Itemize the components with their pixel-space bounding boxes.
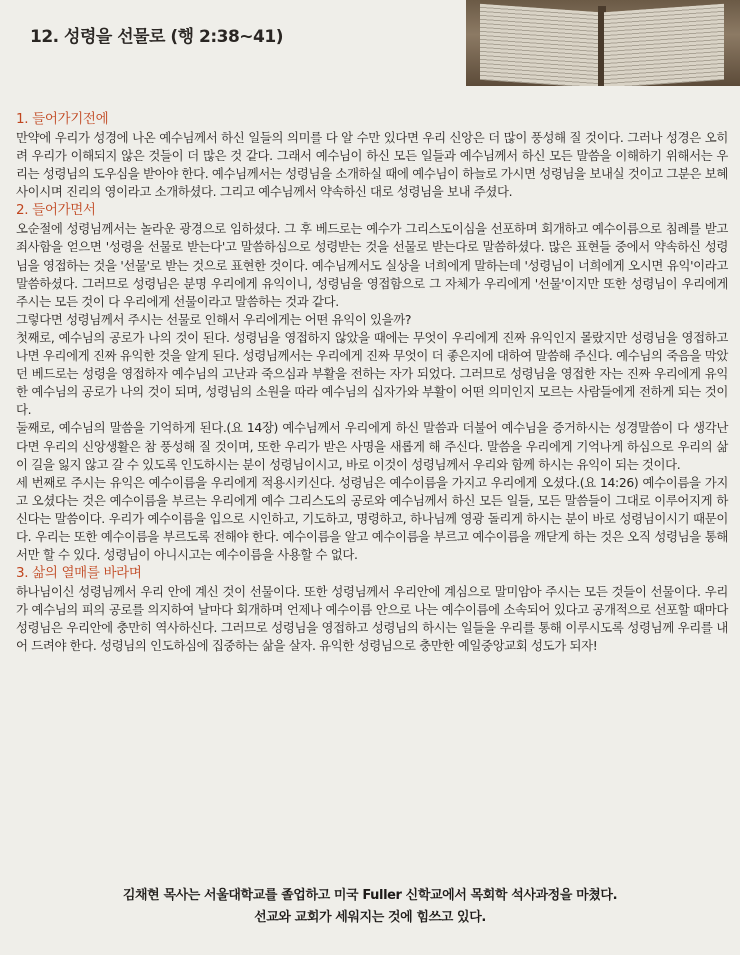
open-bible-photo-icon [466,0,740,86]
author-bio [0,885,740,929]
body-point-third: 세 번째로 주시는 유익은 예수이름을 우리에게 적용시키신다. 성령님은 예수이름을 가지고 우리에게 오셨다.(요 14:26) 예수이름을 가지고 오셨다는 것은 예수이름을 부르는 우리에게 예수 그리스도의 공로와 예수님께서 하신 모든 일들, 모든 말씀들이 그대로 이루어지게 하신다는 말씀이다. 우리가 예수이름을 입으로 시인하고, 기도하고, 명령하고, 하나님께 영광 돌리게 하시는 분이 바로 성령님이시기 때문이다. 우리는 또한 예수이름을 부르도록 전해야 한다. 예수이름을 알고 예수이름을 부르고 예수이름을 깨닫게 하는 것은 오직 성령님을 통해서만 할 수 있다. 성령님이 아니시고는 예수이름을 사용할 수 없다. [16,474,728,563]
section-heading-conclusion: 3. 삶의 열매를 바라며 [16,565,142,582]
body-paragraph: 오순절에 성령님께서는 놀라운 광경으로 임하셨다. 그 후 베드로는 예수가 그리스도이심을 선포하며 회개하고 예수이름으로 침례를 받고 죄사함을 얻으면 '성령을 선물로 받는다'고 말씀하심으로 성령받는 것을 선물로 받는다로 말씀하셨다. 많은 표현들 중에서 약속하신 성령님을 영접하는 것을 '선물'로 받는 것으로 표현한 것이다. 예수님께서도 실상을 너희에게 말하는데 '성령님이 너희에게 오시면 유익'이라고 말씀하셨다. 그러므로 성령님은 분명 우리에게 유익이니, 성령님을 영접함으로 그 자체가 우리에게 '선물'이지만 또한 성령님이 우리에게 주시는 모든 것이 다 우리에게 선물이라고 말씀하는 것과 같다. [16,221,728,309]
author-bio-line-1: 김채현 목사는 서울대학교를 졸업하고 미국 Fuller 신학교에서 목회학 석사과정을 마쳤다. [122,888,618,903]
article-body [16,110,728,656]
body-question: 그렇다면 성령님께서 주시는 선물로 인해서 우리에게는 어떤 유익이 있을까? [16,311,412,327]
section-heading-intro: 1. 들어가기전에 [16,111,109,127]
body-point-second: 둘째로, 예수님의 말씀을 기억하게 된다.(요 14장) 예수님께서 우리에게 하신 말씀과 더불어 예수님을 증거하시는 성경말씀이 다 생각난다면 우리의 신앙생활은 참 풍성해 질 것이며, 또한 우리가 받은 사명을 새롭게 해 주신다. 말씀을 우리에게 기억나게 하심으로 우리의 삶이 길을 잃지 않고 갈 수 있도록 인도하시는 분이 성령님이시고, 바로 이것이 성령님께서 우리와 함께 하시는 유익이 되는 것이다. [16,420,728,472]
section-heading-body: 2. 들어가면서 [16,202,96,219]
page-title: 12. 성령을 선물로 (행 2:38~41) [30,27,283,47]
conclusion-paragraph: 하나님이신 성령님께서 우리 안에 계신 것이 선물이다. 또한 성령님께서 우리안에 계심으로 말미암아 주시는 모든 것들이 선물이다. 우리가 예수님의 피의 공로를 의지하여 날마다 회개하며 언제나 예수이름 안으로 나는 예수이름에 소속되어 있다고 공개적으로 선포할 때마다 성령님은 우리안에 충만히 역사하신다. 그러므로 성령님을 영접하고 성령님의 하시는 일들을 우리를 통해 이루시도록 성령님께 우리를 내어 드려야 한다. 성령님의 인도하심에 집중하는 삶을 살자. 유익한 성령님으로 충만한 예일중앙교회 성도가 되자! [16,584,728,654]
intro-paragraph: 만약에 우리가 성경에 나온 예수님께서 하신 일들의 의미를 다 알 수만 있다면 우리 신앙은 더 많이 풍성해 질 것이다. 그러나 성경은 오히려 우리가 이해되지 않은 것들이 더 많은 것 같다. 그래서 예수님이 하신 모든 일들과 예수님께서 하신 모든 말씀을 이해하기 위해서는 우리는 성령님의 도우심을 받아야 한다. 예수님께서는 성령님을 소개하실 때에 예수님이 하늘로 가시면 성령님을 보내실 것이고 그분은 보혜사이시며 진리의 영이라고 소개하셨다. 그리고 예수님께서 약속하신 대로 성령님을 보내 주셨다. [16,130,728,200]
body-point-first: 첫째로, 예수님의 공로가 나의 것이 된다. 성령님을 영접하지 않았을 때에는 무엇이 우리에게 진짜 유익인지 몰랐지만 성령님을 영접하고 나면 우리에게 진짜 유익한 것을 알게 된다. 성령님께서는 우리에게 진짜 무엇이 더 좋은지에 대하여 말씀해 주신다. 예수님의 죽음을 막았던 베드로는 성령을 영접하자 예수님의 고난과 죽으심과 부활을 전하는 자가 되었다. 그러므로 성령님을 영접한 자는 진짜 우리에게 유익한 예수님의 공로가 나의 것이 되며, 성령님의 소원을 따라 예수님의 십자가와 부활이 어떤 의미인지 모르는 사람들에게 전하게 되는 것이다. [16,329,728,418]
author-bio-line-2: 선교와 교회가 세워지는 것에 힘쓰고 있다. [254,910,486,925]
